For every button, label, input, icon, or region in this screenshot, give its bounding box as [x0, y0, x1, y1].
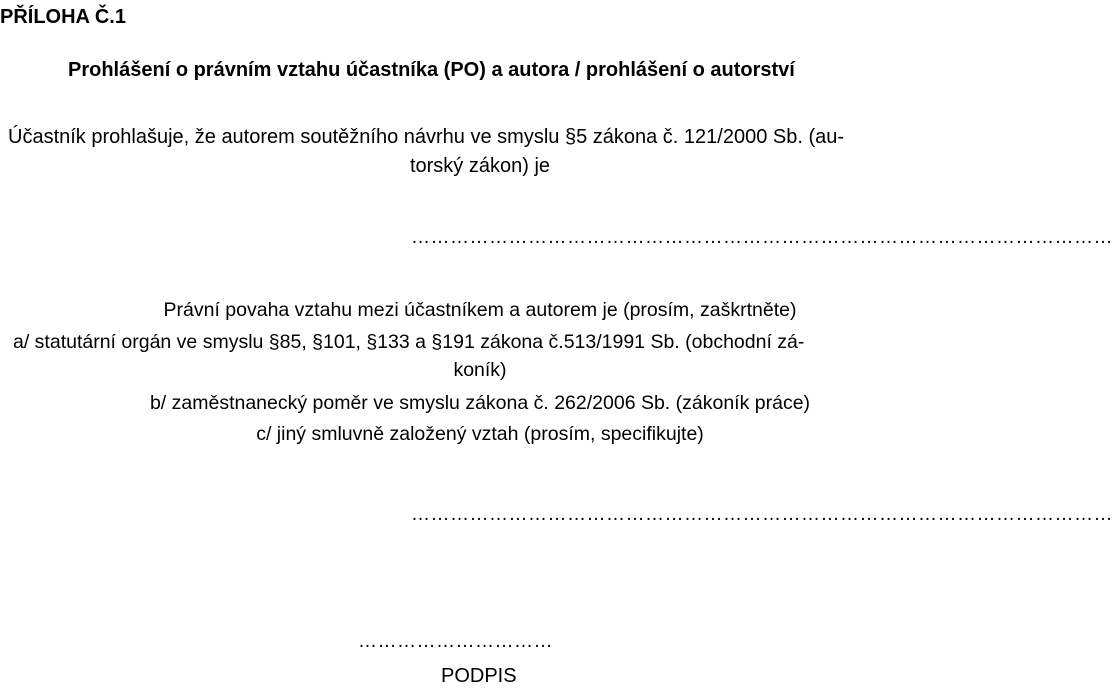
author-name-blank: ……………………………………………………………………………………………… — [411, 227, 1113, 248]
relationship-heading: Právní povaha vztahu mezi účastníkem a autorem je (prosím, zaškrtněte) — [163, 299, 797, 321]
signature-label: PODPIS — [441, 665, 517, 687]
option-c: c/ jiný smluvně založený vztah (prosím, specifikujte) — [256, 423, 704, 445]
declaration-text-line-1: Účastník prohlašuje, že autorem soutěžního návrhu ve smyslu §5 zákona č. 121/2000 Sb. (au- — [8, 126, 845, 148]
annex-label: PŘÍLOHA Č.1 — [0, 6, 126, 28]
option-b: b/ zaměstnanecký poměr ve smyslu zákona č. 262/2006 Sb. (zákoník práce) — [149, 392, 811, 414]
option-a-line-1: a/ statutární orgán ve smyslu §85, §101, §133 a §191 zákona č.513/1991 Sb. (obchodní zá- — [13, 331, 805, 353]
page-title: Prohlášení o právním vztahu účastníka (PO) a autora / prohlášení o autorství — [68, 59, 795, 81]
option-a-line-2: koník) — [453, 359, 507, 381]
declaration-text-line-2: torský zákon) je — [409, 155, 551, 177]
signature-line: ………………………… — [358, 631, 553, 652]
specify-blank: ……………………………………………………………………………………………… — [411, 504, 1113, 525]
